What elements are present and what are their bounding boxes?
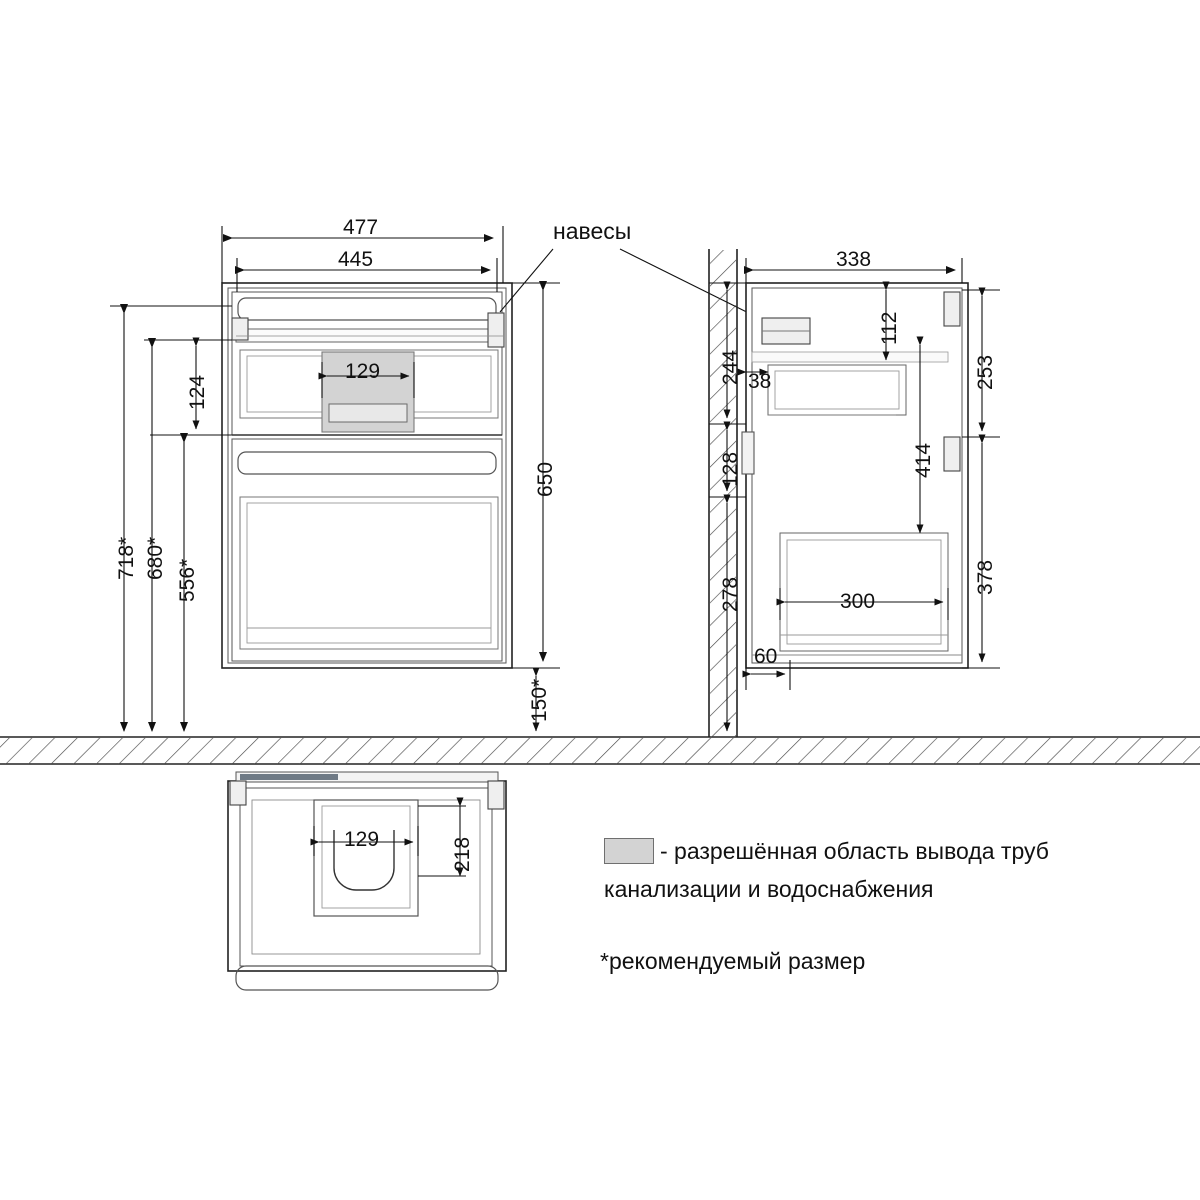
dim-label-bottom-depth: 300 xyxy=(840,590,876,613)
dim-label-lower-zone: 278 xyxy=(719,576,742,612)
dim-label-overall-depth: 338 xyxy=(836,248,872,271)
dim-label-pipe-zone-width: 129 xyxy=(345,360,381,383)
dim-label-cabinet-width: 445 xyxy=(338,248,374,271)
dim-label-hanger-offset: 112 xyxy=(878,311,901,345)
dim-label-mid-zone: 128 xyxy=(719,451,742,487)
legend-swatch-label-line2: канализации и водоснабжения xyxy=(604,876,934,902)
legend-swatch-label: - разрешённая область вывода труб xyxy=(660,838,1049,864)
dim-label-top-height: 718* xyxy=(115,536,138,580)
dim-label-pipe-zone-depth-top: 218 xyxy=(451,836,474,872)
dim-label-floor-clearance: 150* xyxy=(528,678,551,722)
front-view xyxy=(222,283,512,668)
dim-label-pipe-zone-width-top: 129 xyxy=(344,828,380,851)
dim-label-lower-drawer-depth: 378 xyxy=(974,559,997,595)
legend-swatch xyxy=(604,838,654,864)
dim-label-drawer-height: 124 xyxy=(186,374,209,410)
dim-label-inner-depth: 414 xyxy=(912,442,935,478)
dim-label-lower-height: 556* xyxy=(176,558,199,602)
dim-label-upper-drawer-depth: 253 xyxy=(974,354,997,390)
dim-label-overall-width: 477 xyxy=(343,216,379,239)
dim-label-toe-offset: 60 xyxy=(754,645,778,668)
dim-label-counter-height: 680* xyxy=(144,536,167,580)
dim-label-top-zone: 244 xyxy=(719,349,742,385)
dim-label-front-offset: 38 xyxy=(748,370,772,393)
top-view xyxy=(228,772,506,990)
callout-hangers-label: навесы xyxy=(553,218,632,244)
wall-floor-hatching xyxy=(0,249,1200,764)
dim-label-cabinet-height: 650 xyxy=(534,461,557,497)
legend-note: *рекомендуемый размер xyxy=(600,948,866,974)
